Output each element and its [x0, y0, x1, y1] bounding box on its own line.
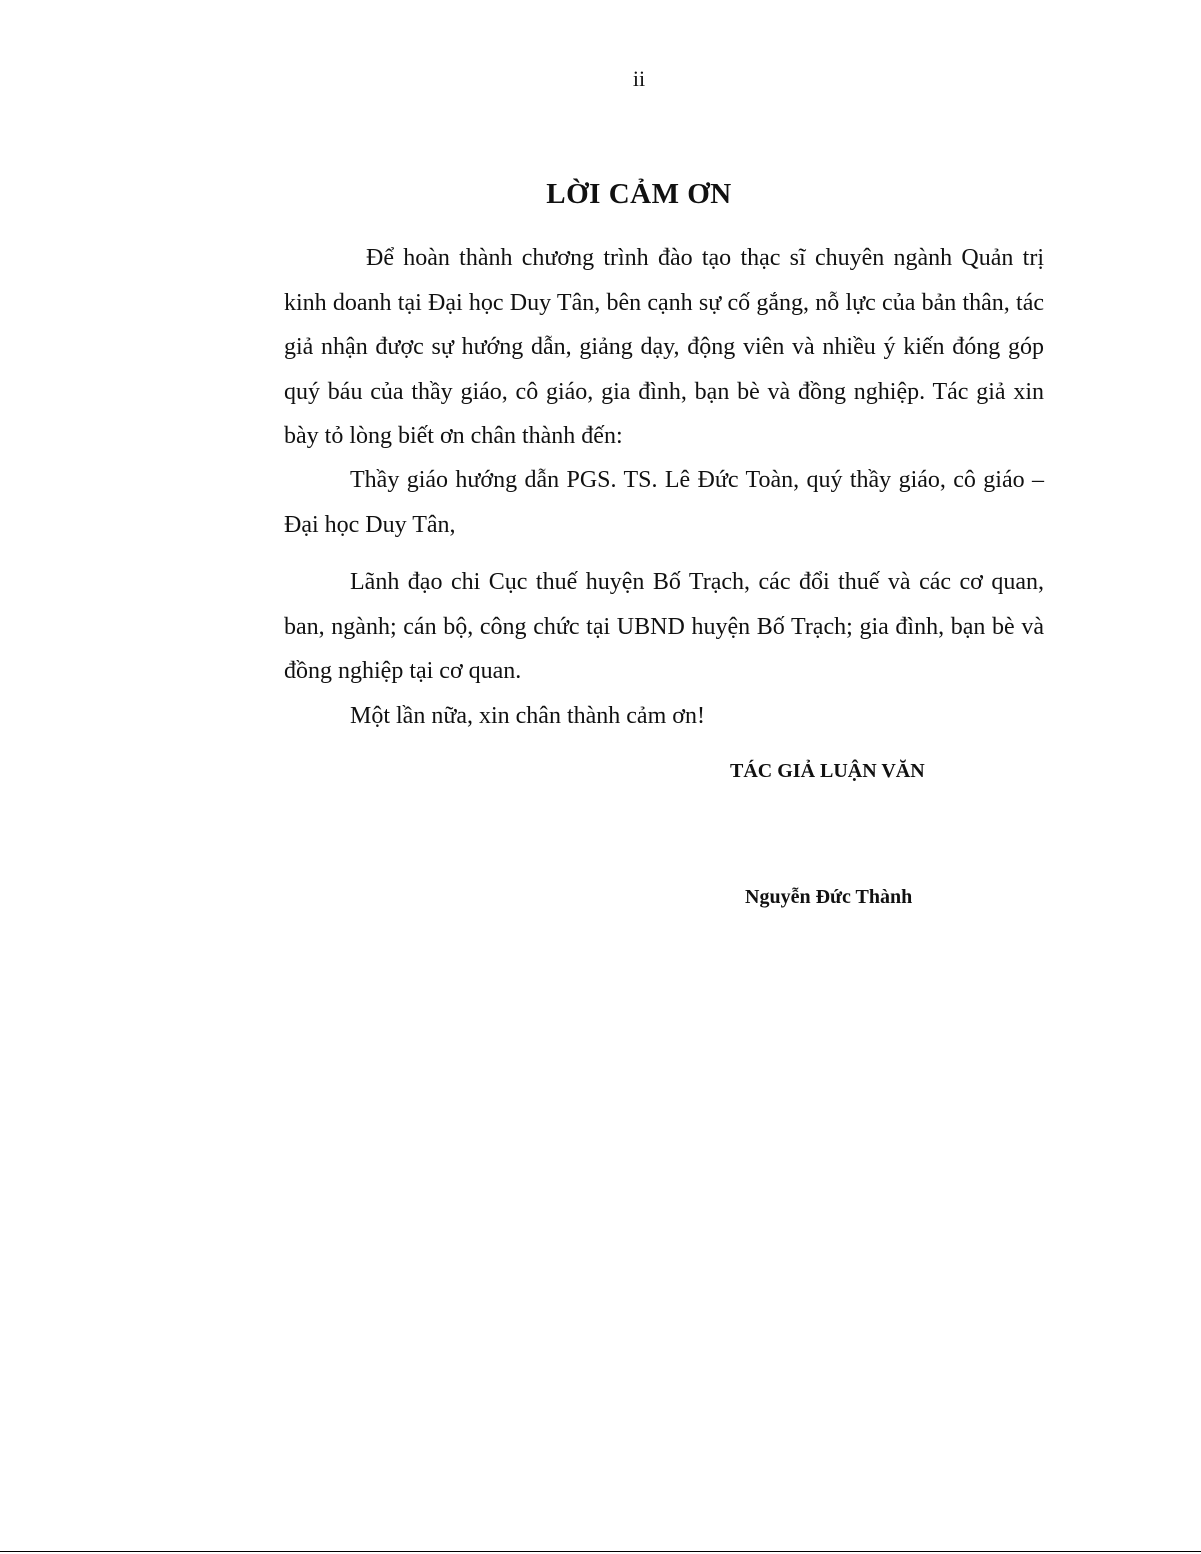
page-title: LỜI CẢM ƠN [546, 178, 732, 210]
bottom-divider [0, 1551, 1201, 1552]
signature-title: TÁC GIẢ LUẬN VĂN [730, 760, 925, 782]
paragraph-advisor: Thầy giáo hướng dẫn PGS. TS. Lê Đức Toàn, quý thầy giáo, cô giáo – Đại học Duy Tân, [284, 467, 1044, 538]
paragraph-closing: Một lần nữa, xin chân thành cảm ơn! [350, 703, 705, 729]
page-number: ii [632, 66, 646, 91]
paragraph-intro: Để hoàn thành chương trình đào tạo thạc sĩ chuyên ngành Quản trị kinh doanh tại Đại học Duy Tân, bên cạnh sự cố gắng, nỗ lực của bản thân, tác giả nhận được sự hướng dẫn, giảng dạy, động viên và nhiều ý kiến đóng góp quý báu của thầy giáo, cô giáo, gia đình, bạn bè và đồng nghiệp. Tác giả xin bày tỏ lòng biết ơn chân thành đến: [284, 245, 1044, 449]
signature-name: Nguyễn Đức Thành [745, 886, 913, 908]
paragraph-tax-office: Lãnh đạo chi Cục thuế huyện Bố Trạch, các đổi thuế và các cơ quan, ban, ngành; cán bộ, công chức tại UBND huyện Bố Trạch; gia đình, bạn bè và đồng nghiệp tại cơ quan. [284, 569, 1044, 684]
